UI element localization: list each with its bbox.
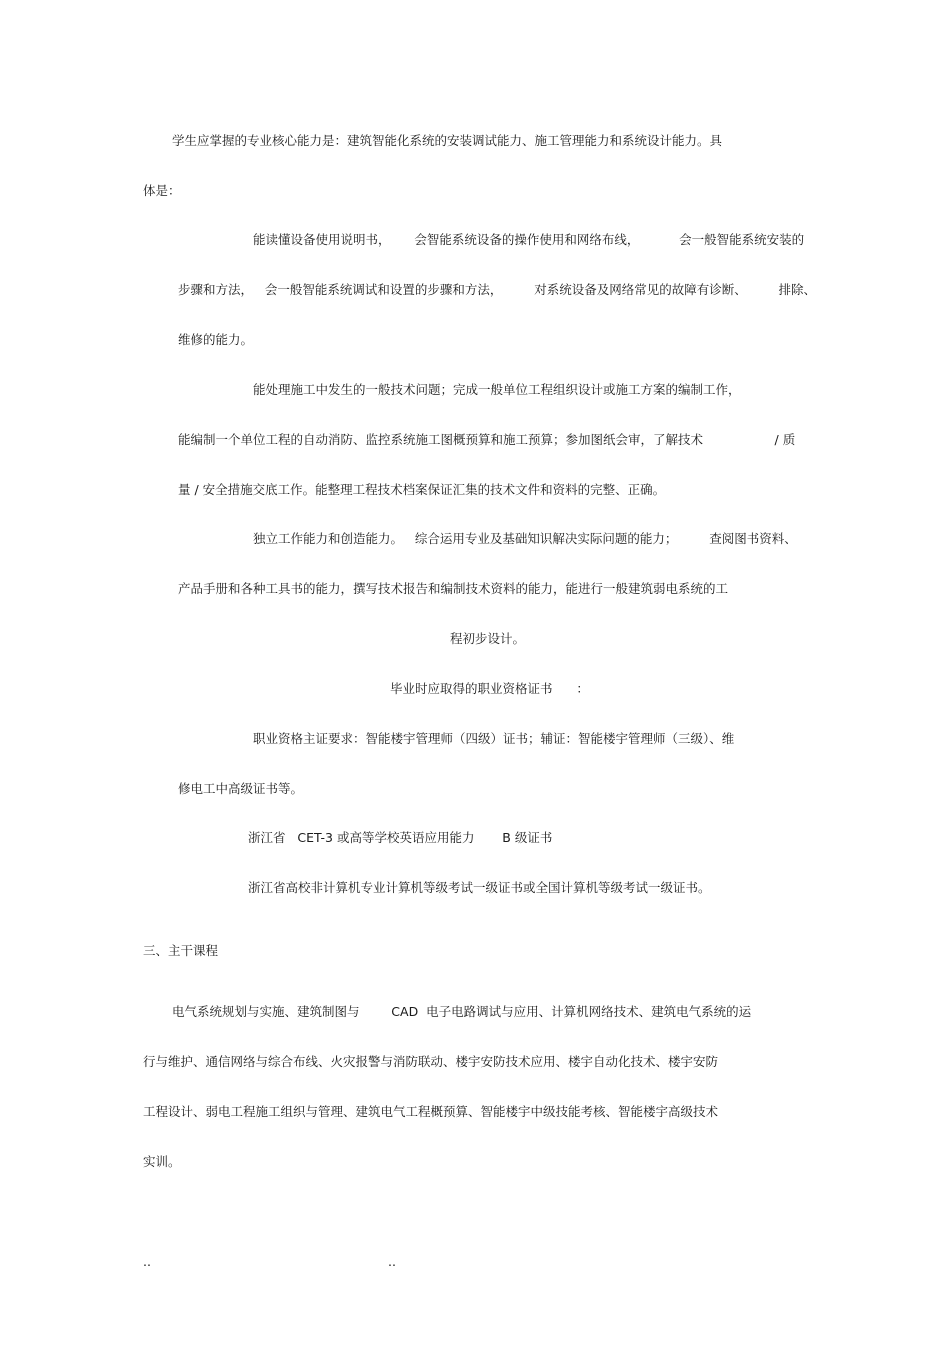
courses-line3: 工程设计、弱电工程施工组织与管理、建筑电气工程概预算、智能楼宇中级技能考核、智能楼宇高级技术 (143, 1104, 719, 1119)
core-ability-intro-line2: 体是： (143, 183, 181, 198)
cert-english: 浙江省 CET-3 或高等学校英语应用能力 B 级证书 (248, 830, 553, 845)
item3-line3: 程初步设计。 (450, 631, 526, 646)
footer-left-mark: .. (143, 1254, 151, 1269)
cert-main-line1: 职业资格主证要求：智能楼宇管理师（四级）证书；辅证：智能楼宇管理师（三级）、维 (253, 731, 735, 746)
item2-line1: 能处理施工中发生的一般技术问题；完成一般单位工程组织设计或施工方案的编制工作， (253, 382, 741, 397)
cert-computer: 浙江省高校非计算机专业计算机等级考试一级证书或全国计算机等级考试一级证书。 (248, 880, 711, 895)
item1-line3: 维修的能力。 (178, 332, 254, 347)
cert-main-line2: 修电工中高级证书等。 (178, 781, 304, 796)
item3-line1: 独立工作能力和创造能力。 综合运用专业及基础知识解决实际问题的能力； 查阅图书资料、 (253, 531, 797, 546)
courses-line2: 行与维护、通信网络与综合布线、火灾报警与消防联动、楼宇安防技术应用、楼宇自动化技术、楼宇安防 (143, 1054, 719, 1069)
courses-line1: 电气系统规划与实施、建筑制图与 CAD 电子电路调试与应用、计算机网络技术、建筑电气系统的运 (172, 1004, 752, 1019)
cert-title: 毕业时应取得的职业资格证书 ： (390, 681, 589, 696)
item1-line1: 能读懂设备使用说明书， 会智能系统设备的操作使用和网络布线， 会一般智能系统安装的 (253, 232, 805, 247)
core-ability-intro-line1: 学生应掌握的专业核心能力是：建筑智能化系统的安装调试能力、施工管理能力和系统设计能力。具 (172, 133, 723, 148)
item3-line2: 产品手册和各种工具书的能力，撰写技术报告和编制技术资料的能力，能进行一般建筑弱电系统的工 (178, 581, 729, 596)
footer-right-mark: .. (388, 1254, 396, 1269)
item2-line3: 量 / 安全措施交底工作。能整理工程技术档案保证汇集的技术文件和资料的完整、正确。 (178, 482, 666, 497)
item2-line2: 能编制一个单位工程的自动消防、监控系统施工图概预算和施工预算；参加图纸会审，了解技术 / 质 (178, 432, 796, 447)
item1-line2: 步骤和方法， 会一般智能系统调试和设置的步骤和方法， 对系统设备及网络常见的故障有诊断、 排除、 (178, 282, 816, 297)
courses-line4: 实训。 (143, 1154, 181, 1169)
section3-heading: 三、主干课程 (143, 943, 219, 958)
